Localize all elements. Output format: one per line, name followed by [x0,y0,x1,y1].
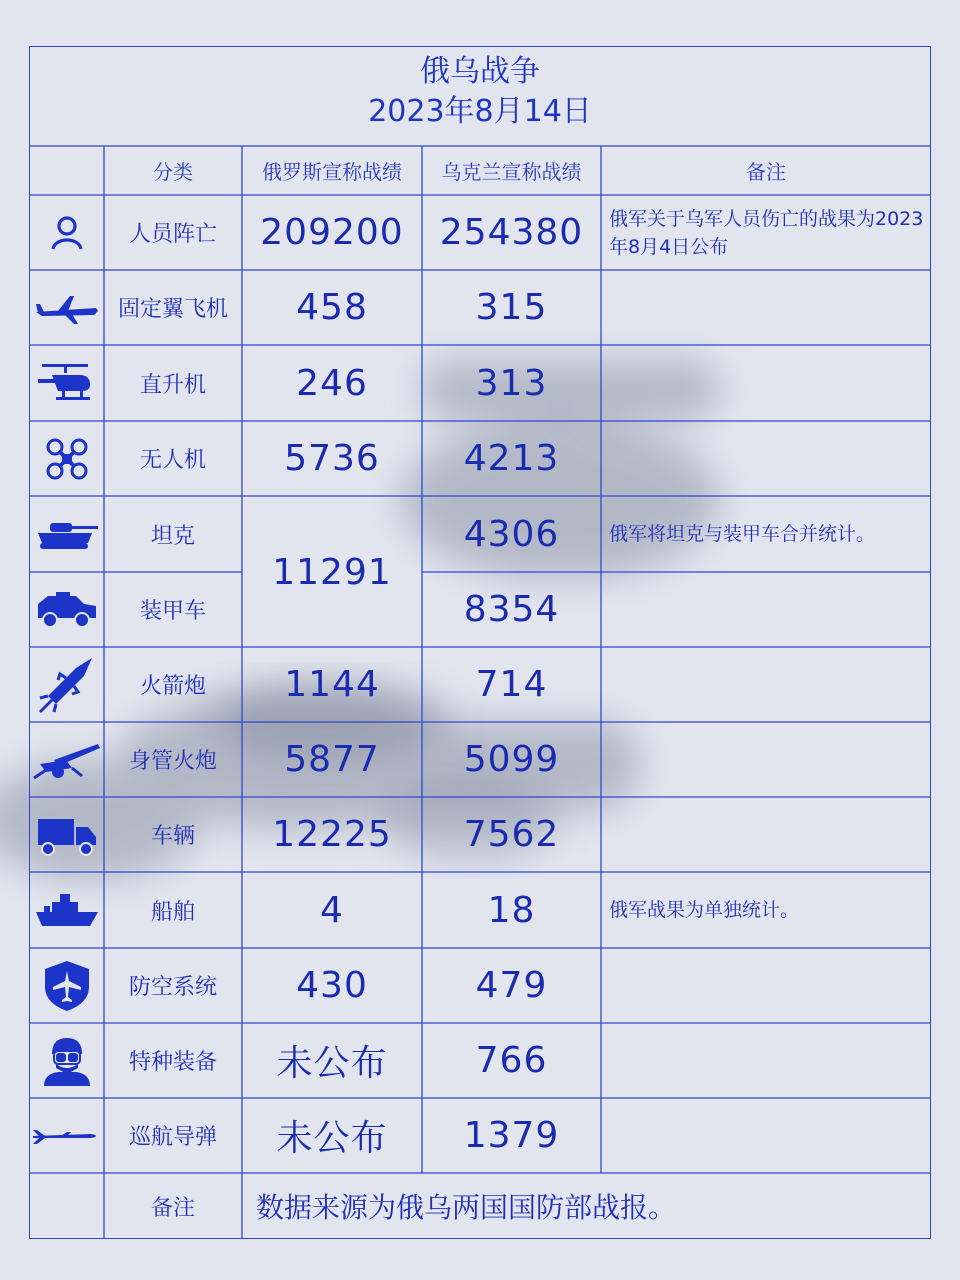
ukraine-value: 18 [487,889,536,931]
footer-label: 备注 [150,1195,195,1221]
tank-icon [29,496,104,572]
ukraine-value: 4306 [463,513,560,555]
category-label: 火箭炮 [139,674,206,699]
russia-value: 209200 [260,212,404,253]
remark-text: 俄军关于乌军人员伤亡的战果为2023年8月4日公布 [609,207,924,258]
remark-text: 俄军将坦克与装甲车合并统计。 [609,523,876,545]
page-title: 俄乌战争 [420,54,540,89]
russia-value: 430 [296,965,368,1006]
ukraine-value: 254380 [439,212,584,253]
armored-vehicle-icon [29,572,104,647]
header-ukraine: 乌克兰宣称战绩 [441,160,582,184]
truck-icon [29,797,104,872]
person-icon [29,195,104,270]
category-label: 防空系统 [128,975,217,1000]
remark-text: 俄军战果为单独统计。 [609,899,800,921]
category-label: 船舶 [150,899,195,925]
russia-value: 246 [296,362,368,404]
russia-value: 5736 [284,438,380,479]
russia-value: 12225 [272,814,392,855]
header-category: 分类 [153,160,193,184]
ukraine-value: 8354 [463,589,560,630]
drone-icon [29,421,104,496]
header-remark: 备注 [746,160,786,184]
ukraine-value: 714 [475,664,548,705]
ukraine-value: 4213 [463,438,560,479]
ukraine-value: 479 [475,965,548,1006]
russia-value: 未公布 [276,1118,388,1159]
category-label: 装甲车 [139,599,206,624]
category-label: 特种装备 [128,1050,217,1075]
russia-value: 5877 [284,739,380,780]
cannon-icon [29,722,104,797]
category-label: 身管火炮 [128,749,217,774]
category-label: 车辆 [150,824,195,849]
header-russia: 俄罗斯宣称战绩 [262,160,402,184]
category-label: 人员阵亡 [128,222,217,247]
category-label: 无人机 [139,448,206,473]
rocket-icon [29,647,104,722]
airplane-icon [29,270,104,345]
category-label: 直升机 [139,372,206,398]
ship-icon [29,872,104,948]
russia-value: 1144 [284,664,380,705]
cruise-missile-icon [29,1098,104,1173]
ukraine-value: 766 [475,1040,548,1081]
ukraine-value: 313 [475,362,548,404]
date-label: 2023年8月14日 [368,94,592,129]
ukraine-value: 315 [475,287,548,328]
ukraine-value: 1379 [463,1115,560,1156]
ukraine-value: 7562 [463,814,560,855]
footer-source-note: 数据来源为俄乌两国国防部战报。 [256,1191,677,1224]
russia-value: 4 [320,889,344,931]
category-label: 固定翼飞机 [117,297,228,322]
russia-value: 未公布 [276,1043,388,1084]
russia-value: 11291 [272,551,392,593]
category-label: 巡航导弹 [128,1125,217,1150]
ukraine-value: 5099 [463,739,560,780]
air-defense-shield-icon [29,948,104,1023]
helicopter-icon [29,345,104,421]
category-label: 坦克 [150,523,195,549]
special-equipment-icon [29,1023,104,1098]
russia-value: 458 [296,287,368,328]
